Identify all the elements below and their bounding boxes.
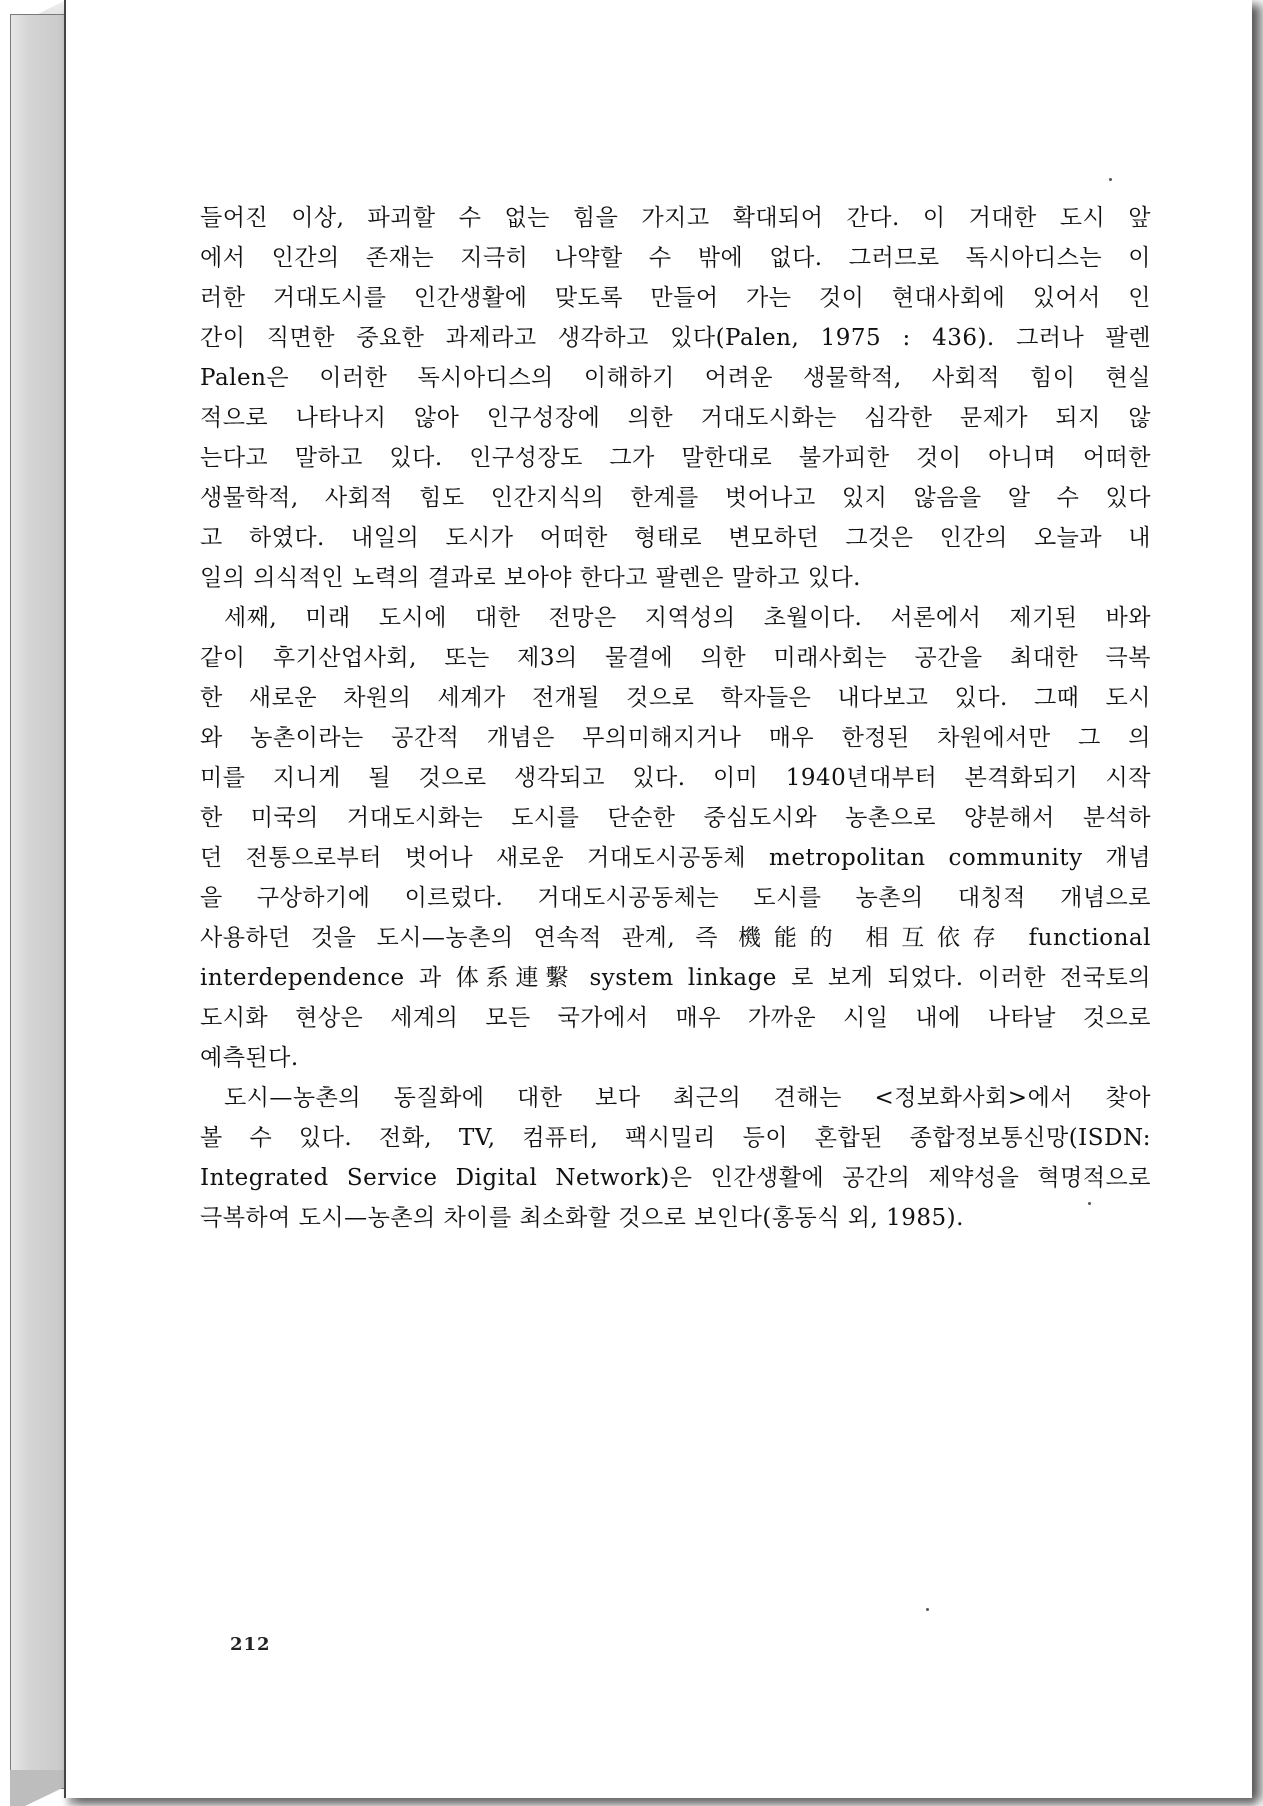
- book-bottom-edge: [10, 1770, 70, 1806]
- text-line: 사용하던 것을 도시—농촌의 연속적 관계, 즉 機能的 相互依存 functional: [200, 925, 1151, 951]
- text-line: Integrated Service Digital Network)은 인간생활에 공간의 제약성을 혁명적으로: [200, 1165, 1151, 1191]
- book-spine-edge: [10, 14, 66, 1789]
- text-line: 들어진 이상, 파괴할 수 없는 힘을 가지고 확대되어 간다. 이 거대한 도시 앞: [200, 205, 1151, 231]
- paragraph-start-line: 도시—농촌의 동질화에 대한 보다 최근의 견해는 <정보화사회>에서 찾아: [224, 1085, 1151, 1111]
- text-line: 한 미국의 거대도시화는 도시를 단순한 중심도시와 농촌으로 양분해서 분석하: [200, 805, 1151, 831]
- text-line: 와 농촌이라는 공간적 개념은 무의미해지거나 매우 한정된 차원에서만 그 의: [200, 725, 1151, 751]
- text-line: 던 전통으로부터 벗어나 새로운 거대도시공동체 metropolitan community 개념: [200, 845, 1151, 871]
- text-line: Palen은 이러한 독시아디스의 이해하기 어려운 생물학적, 사회적 힘이 현실: [200, 365, 1151, 391]
- text-line: 극복하여 도시—농촌의 차이를 최소화할 것으로 보인다(홍동식 외, 1985).: [200, 1205, 964, 1231]
- paragraph-start-line: 세째, 미래 도시에 대한 전망은 지역성의 초월이다. 서론에서 제기된 바와: [224, 605, 1151, 631]
- print-speck: [1088, 1202, 1091, 1205]
- text-line: 같이 후기산업사회, 또는 제3의 물결에 의한 미래사회는 공간을 최대한 극복: [200, 645, 1151, 671]
- text-line: 에서 인간의 존재는 지극히 나약할 수 밖에 없다. 그러므로 독시아디스는 이: [200, 245, 1151, 271]
- text-line: 일의 의식적인 노력의 결과로 보아야 한다고 팔렌은 말하고 있다.: [200, 565, 861, 591]
- text-line: 한 새로운 차원의 세계가 전개될 것으로 학자들은 내다보고 있다. 그때 도시: [200, 685, 1151, 711]
- page-number: 212: [230, 1634, 271, 1655]
- print-speck: [926, 1608, 929, 1611]
- text-line: 미를 지니게 될 것으로 생각되고 있다. 이미 1940년대부터 본격화되기 시작: [200, 765, 1151, 791]
- text-line: 도시화 현상은 세계의 모든 국가에서 매우 가까운 시일 내에 나타날 것으로: [200, 1005, 1151, 1031]
- text-line: 생물학적, 사회적 힘도 인간지식의 한계를 벗어나고 있지 않음을 알 수 있다: [200, 485, 1151, 511]
- text-line: 적으로 나타나지 않아 인구성장에 의한 거대도시화는 심각한 문제가 되지 않: [200, 405, 1151, 431]
- print-speck: [1109, 178, 1112, 181]
- text-line: 간이 직면한 중요한 과제라고 생각하고 있다(Palen, 1975 : 436). 그러나 팔렌: [200, 325, 1151, 351]
- book-page: [64, 0, 1252, 1798]
- text-line: 러한 거대도시를 인간생활에 맞도록 만들어 가는 것이 현대사회에 있어서 인: [200, 285, 1151, 311]
- body-text: [200, 198, 1151, 1238]
- text-line: 예측된다.: [200, 1045, 299, 1071]
- text-line: 는다고 말하고 있다. 인구성장도 그가 말한대로 불가피한 것이 아니며 어떠한: [200, 445, 1151, 471]
- text-line: 을 구상하기에 이르렀다. 거대도시공동체는 도시를 농촌의 대칭적 개념으로: [200, 885, 1151, 911]
- text-line: interdependence 과 体系連繫 system linkage 로 보게 되었다. 이러한 전국토의: [200, 965, 1151, 991]
- text-line: 고 하였다. 내일의 도시가 어떠한 형태로 변모하던 그것은 인간의 오늘과 내: [200, 525, 1151, 551]
- text-line: 볼 수 있다. 전화, TV, 컴퓨터, 팩시밀리 등이 혼합된 종합정보통신망(ISDN:: [200, 1125, 1151, 1151]
